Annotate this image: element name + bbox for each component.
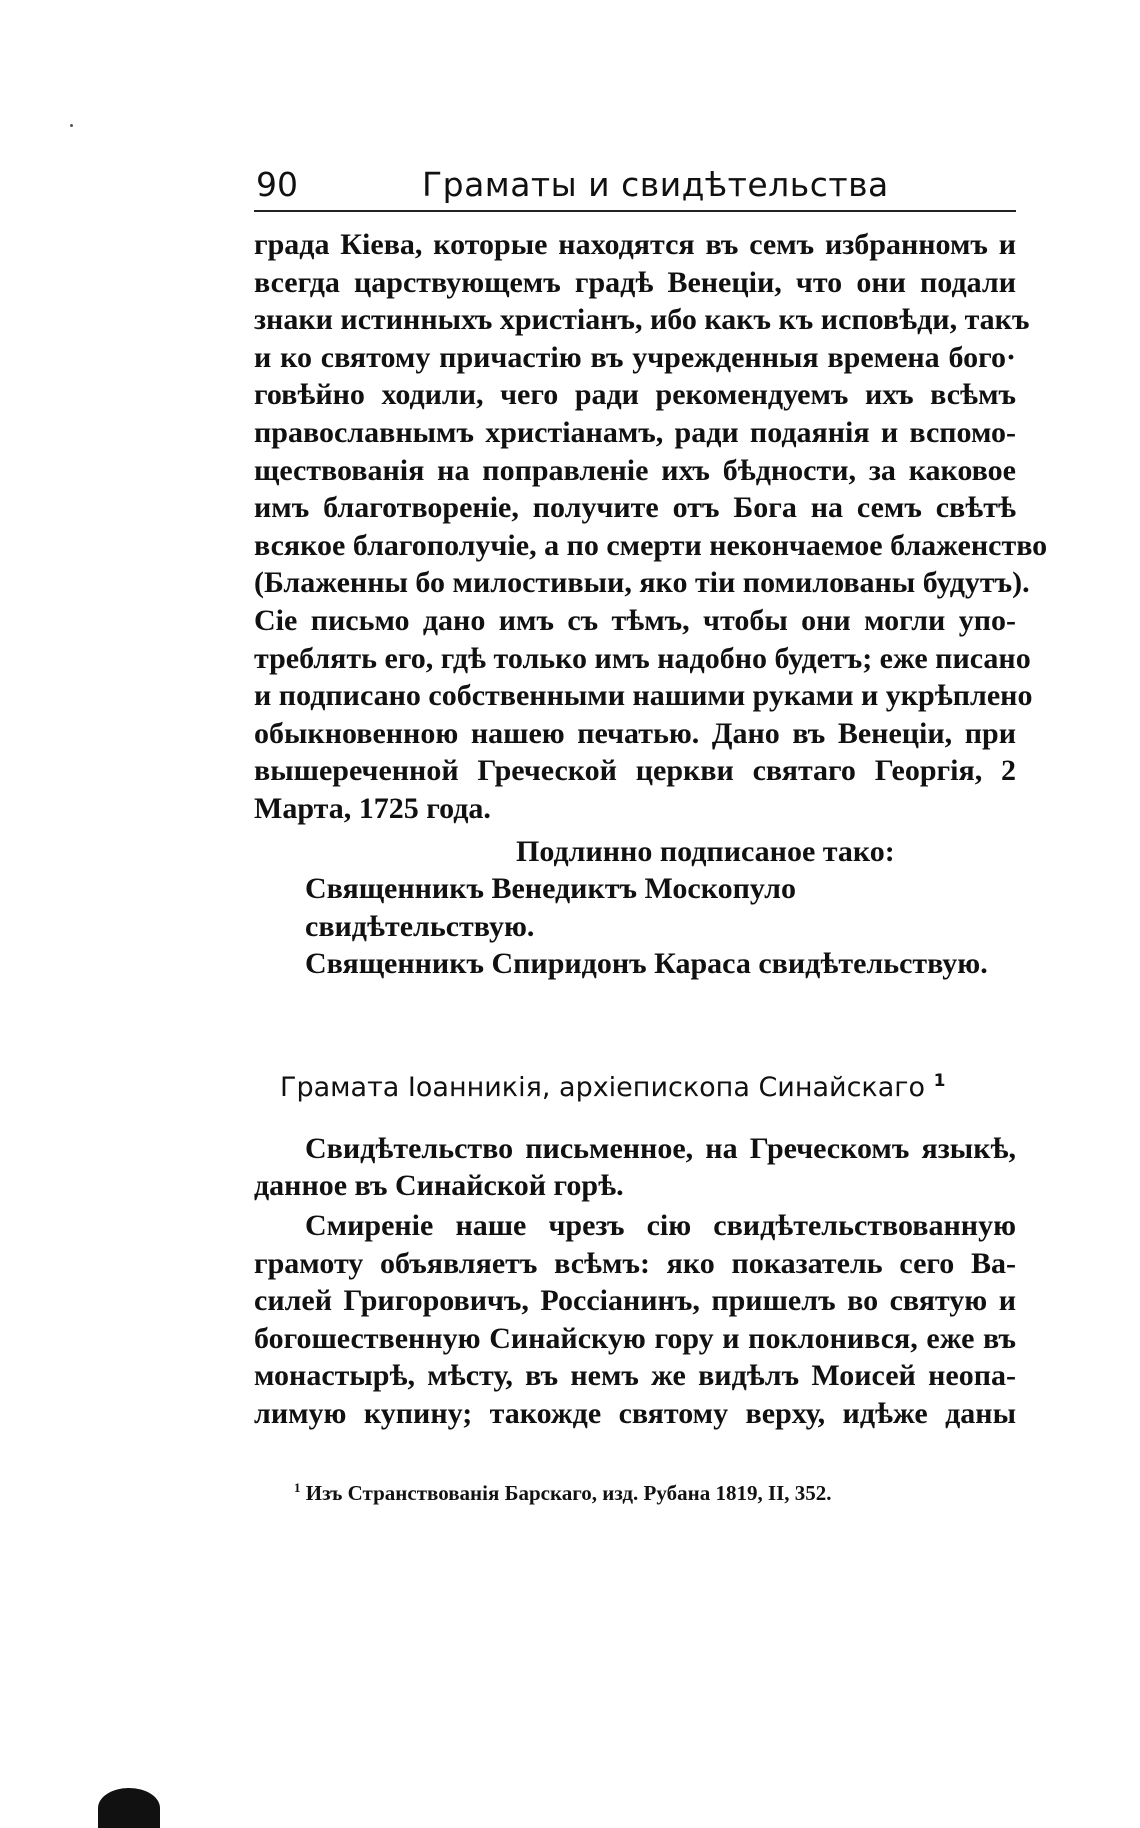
footnote-marker: 1 [294,1479,301,1495]
page-number: 90 [256,165,298,204]
text-line: монастырѣ, мѣсту, въ немъ же видѣлъ Моисей неопа- [254,1359,1016,1393]
page-body [254,226,1048,1508]
text-line: Свидѣтельство письменное, на Греческомъ языкѣ, [305,1131,1016,1165]
running-head-title: Граматы и свидѣтельства [422,165,889,204]
footnote-reference: 1 [933,1070,946,1091]
text-line: Сіе письмо дано имъ съ тѣмъ, чтобы они могли упо- [254,603,1016,637]
scan-speck [70,124,73,127]
text-line: и ко святому причастію въ учрежденныя времена бого· [254,340,1016,374]
letter-paragraph [254,226,1048,828]
section-heading-text: Грамата Іоанникія, архіепископа Синайскаго [280,1071,925,1103]
text-line: всегда царствующемъ градѣ Венеціи, что они подали [254,265,1016,299]
scan-edge-mark [98,1788,160,1828]
footnote [254,1473,1016,1508]
running-head [254,160,1016,212]
signature-line: Священникъ Спиридонъ Караса свидѣтельствую. [305,947,988,981]
section-heading [254,1061,1016,1108]
signature-line: Священникъ Венедиктъ Москопуло свидѣтельствую. [305,872,796,943]
text-line: обыкновенною нашею печатью. Дано въ Венеціи, при [254,716,1016,750]
text-line: данное въ Синайской горѣ. [254,1169,624,1203]
footnote-text: Изъ Странствованія Барскаго, изд. Рубана 1819, II, 352. [305,1480,832,1505]
text-line: лимую купину; такожде святому верху, идѣже даны [254,1397,1016,1431]
signatures-intro: Подлинно подписаное тако: [516,834,895,868]
text-line: вышереченной Греческой церкви святаго Георгія, 2 [254,754,1016,788]
text-line: треблять его, гдѣ только имъ надобно будетъ; еже писано [254,641,1031,675]
text-line: богошественную Синайскую гору и поклонився, еже въ [254,1321,1016,1355]
text-line: говѣйно ходили, чего ради рекомендуемъ ихъ всѣмъ [254,378,1016,412]
text-line: и подписано собственными нашими руками и укрѣплено [254,679,1033,713]
text-line: Смиреніе наше чрезъ сію свидѣтельствованную [305,1209,1016,1243]
text-line: грамоту объявляетъ всѣмъ: яко показатель сего Ва- [254,1246,1016,1280]
certificate-paragraph [254,1207,1016,1433]
text-line: Марта, 1725 года. [254,791,491,825]
text-line: ществованія на поправленіе ихъ бѣдности, за каковое [254,453,1016,487]
text-line: имъ благотвореніе, получите отъ Бога на семъ свѣтѣ [254,491,1016,525]
text-line: силей Григоровичъ, Россіанинъ, пришелъ во святую и [254,1284,1016,1318]
text-line: (Блаженны бо милостивыи, яко тіи помилованы будутъ). [254,566,1030,600]
certificate-intro-paragraph [254,1130,1016,1205]
book-page [254,160,1048,1508]
text-line: православнымъ христіанамъ, ради подаянія и вспомо- [254,415,1016,449]
text-line: града Кіева, которые находятся въ семъ избранномъ и [254,228,1016,261]
text-line: знаки истинныхъ христіанъ, ибо какъ къ исповѣди, такъ [254,303,1030,337]
text-line: всякое благополучіе, а по смерти некончаемое блаженство [254,528,1048,562]
